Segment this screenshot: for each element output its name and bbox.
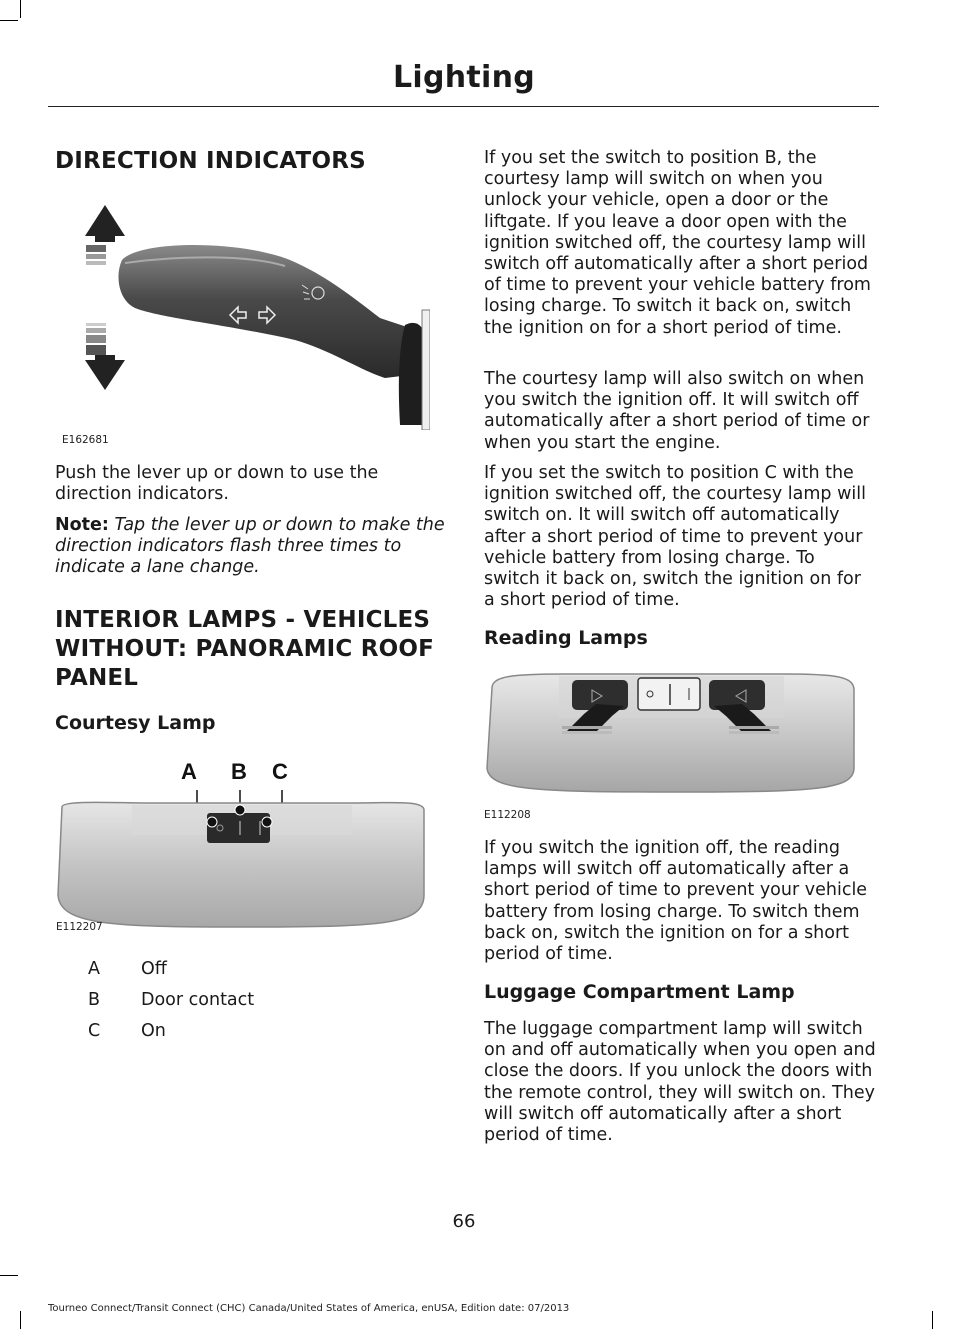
legend-row — [55, 954, 450, 985]
note-label: Note: — [55, 515, 109, 535]
subheading-courtesy-lamp: Courtesy Lamp — [55, 712, 216, 734]
heading-line: INTERIOR LAMPS - VEHICLES — [55, 607, 431, 633]
body-paragraph: If you set the switch to position C with the ignition switched off, the courtesy lamp will switch on. It will switch off automatically after a short period of time to prevent your vehicle battery from losing charge. To switch it back on, switch the ignition on for a short period of time. — [484, 463, 866, 611]
body-paragraph: If you set the switch to position B, the courtesy lamp will switch on when you unlock your vehicle, open a door or the liftgate. If you leave a door open with the ignition switched off, the courtesy lamp will switch off automatically after a short period of time to prevent your vehicle battery from losing charge. To switch it back on, switch the ignition on for a short period of time. — [484, 148, 871, 338]
crop-mark — [0, 20, 18, 21]
legend-value: Door contact — [141, 990, 255, 1010]
note-paragraph — [55, 515, 450, 579]
body-paragraph: The courtesy lamp will also switch on when you switch the ignition off. It will switch off automatically after a short period of time or when you start the engine. — [484, 369, 870, 453]
subheading-luggage-compartment-lamp: Luggage Compartment Lamp — [484, 981, 795, 1003]
body-paragraph: Push the lever up or down to use the direction indicators. — [55, 463, 379, 505]
legend-key: B — [88, 990, 101, 1010]
crop-mark — [20, 0, 21, 18]
page-number: 66 — [452, 1211, 476, 1232]
legend-table — [55, 954, 450, 1047]
heading-line: PANEL — [55, 665, 139, 691]
figure-code: E112208 — [484, 809, 531, 821]
legend-key: C — [88, 1021, 101, 1041]
legend-row — [55, 985, 450, 1016]
callout-label-a: A — [181, 759, 197, 784]
callout-label-c: C — [272, 759, 288, 784]
edition-footer: Tourneo Connect/Transit Connect (CHC) Canada/United States of America, enUSA, Edition date: 07/2013 — [48, 1303, 570, 1314]
courtesy-lamp-illustration — [52, 755, 430, 930]
crop-mark — [0, 1275, 18, 1276]
title-rule — [48, 106, 879, 107]
section-heading-direction-indicators: DIRECTION INDICATORS — [55, 148, 366, 174]
figure-code: E112207 — [56, 921, 103, 933]
page-title: Lighting — [392, 60, 536, 95]
legend-key: A — [88, 959, 100, 979]
crop-mark — [20, 1311, 21, 1329]
body-paragraph: If you switch the ignition off, the reading lamps will switch off automatically after a short period of time to prevent your vehicle battery from losing charge. To switch them back on, switch the ignition on for a short period of time. — [484, 838, 868, 965]
figure-code: E162681 — [62, 434, 109, 446]
body-paragraph: The luggage compartment lamp will switch on and off automatically when you open and close the doors. If you unlock the doors with the remote control, they will switch on. They will switch off automatically after a short period of time. — [484, 1019, 876, 1146]
legend-value: Off — [141, 959, 167, 979]
legend-row — [55, 1016, 450, 1047]
note-text: Tap the lever up or down to make the direction indicators flash three times to indicate a lane change. — [55, 515, 445, 578]
indicator-lever-illustration — [80, 200, 430, 430]
legend-value: On — [141, 1021, 166, 1041]
reading-lamps-illustration — [484, 668, 859, 798]
section-heading-interior-lamps — [55, 606, 450, 693]
subheading-reading-lamps: Reading Lamps — [484, 627, 648, 649]
heading-line: WITHOUT: PANORAMIC ROOF — [55, 636, 435, 662]
crop-mark — [932, 1311, 933, 1329]
callout-label-b: B — [231, 759, 247, 784]
